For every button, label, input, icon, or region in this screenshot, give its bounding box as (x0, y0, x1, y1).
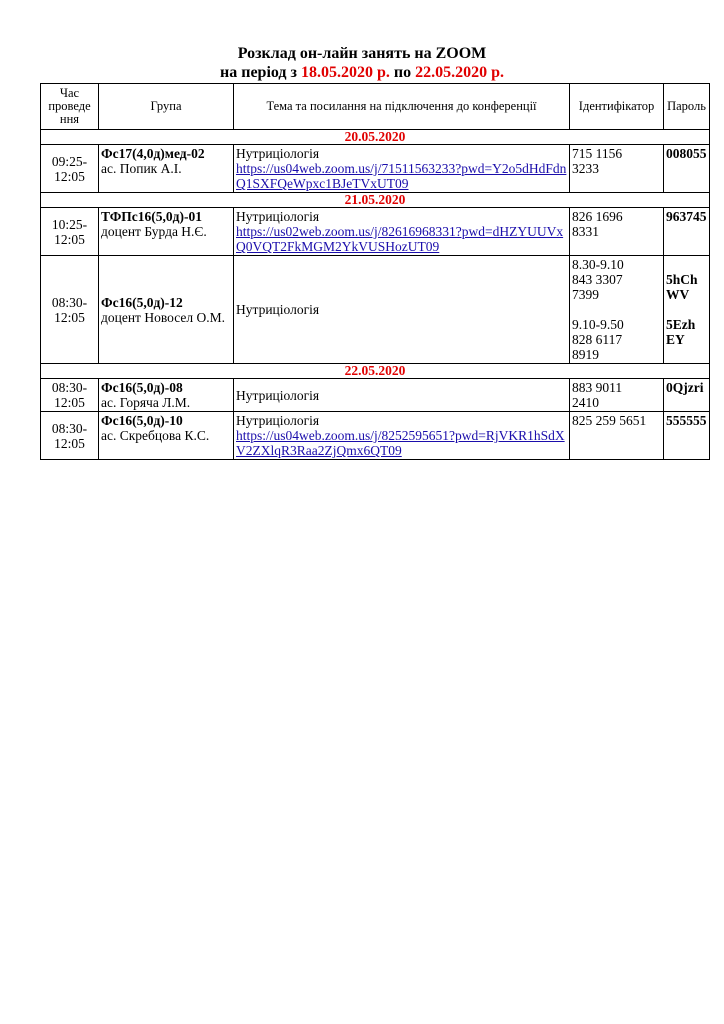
date-row (41, 130, 710, 145)
topic-cell (234, 412, 570, 460)
conf-id-part1: 715 1156 (572, 146, 623, 161)
period-line (0, 64, 724, 82)
teacher-name: ас. Скребцова К.С. (101, 428, 210, 443)
date-row (41, 193, 710, 208)
group-name: ТФПс16(5,0д)-01 (101, 209, 202, 224)
time-slot-1: 8.30-9.10 (572, 257, 624, 272)
time-end: 12:05 (54, 395, 85, 410)
group-name: Фс16(5,0д)-10 (101, 413, 183, 428)
table-row (41, 412, 710, 460)
group-cell (99, 412, 234, 460)
time-start: 08:30- (51, 420, 88, 436)
password-cell (664, 256, 710, 364)
conf-id: 825 259 5651 (572, 413, 647, 428)
conf-id-part2: 2410 (572, 395, 599, 410)
id-cell (570, 412, 664, 460)
group-name: Фс16(5,0д)-12 (101, 294, 183, 310)
id-cell (570, 208, 664, 256)
date-cell: 21.05.2020 (41, 193, 710, 208)
group-cell (99, 145, 234, 193)
date-from: 18.05.2020 р. (300, 64, 390, 81)
table-row (41, 256, 710, 364)
password-cell: 555555 (664, 412, 710, 460)
topic-name: Нутриціологія (236, 146, 320, 161)
slot1-id-part2: 7399 (572, 287, 599, 302)
header-password: Пароль (664, 84, 710, 130)
topic-name: Нутриціологія (236, 413, 320, 428)
table-row (41, 145, 710, 193)
teacher-name: доцент Бурда Н.Є. (101, 224, 207, 239)
conf-id-part2: 3233 (572, 161, 599, 176)
time-cell (41, 145, 99, 193)
topic-name: Нутриціологія (236, 209, 320, 224)
topic-cell (234, 256, 570, 364)
header-row (41, 84, 710, 130)
time-cell (41, 412, 99, 460)
time-start: 08:30- (51, 380, 88, 395)
group-cell (99, 256, 234, 364)
date-row (41, 364, 710, 379)
time-cell (41, 379, 99, 412)
teacher-name: ас. Попик А.І. (101, 161, 182, 176)
period-mid: по (389, 64, 416, 81)
teacher-name: ас. Горяча Л.М. (101, 395, 191, 410)
time-end: 12:05 (54, 435, 85, 451)
time-end: 12:05 (54, 309, 85, 325)
header-topic: Тема та посилання на підключення до конференції (234, 84, 570, 130)
time-end: 12:05 (54, 231, 85, 247)
time-cell (41, 208, 99, 256)
schedule-table (40, 83, 710, 460)
password-cell: 008055 (664, 145, 710, 193)
topic-name: Нутриціологія (236, 302, 320, 317)
topic-cell (234, 145, 570, 193)
time-start: 10:25- (51, 216, 88, 232)
password-cell: 0Qjzri (664, 379, 710, 412)
time-start: 09:25- (51, 153, 88, 169)
table-row (41, 208, 710, 256)
time-slot-2: 9.10-9.50 (572, 317, 624, 332)
id-cell (570, 256, 664, 364)
date-cell: 22.05.2020 (41, 364, 710, 379)
date-cell: 20.05.2020 (41, 130, 710, 145)
header-id: Ідентифікатор (570, 84, 664, 130)
time-start: 08:30- (51, 294, 88, 310)
password-1: 5hChWV (666, 272, 698, 302)
password-cell: 963745 (664, 208, 710, 256)
group-cell (99, 208, 234, 256)
header-group: Група (99, 84, 234, 130)
group-name: Фс17(4,0д)мед-02 (101, 146, 205, 161)
page-title: Розклад он-лайн занять на ZOOM (237, 45, 487, 62)
conf-id-part1: 826 1696 (572, 209, 623, 224)
group-name: Фс16(5,0д)-08 (101, 380, 183, 395)
date-to: 22.05.2020 р. (415, 64, 504, 81)
group-cell (99, 379, 234, 412)
table-row (41, 379, 710, 412)
slot1-id-part1: 843 3307 (572, 272, 623, 287)
topic-cell (234, 208, 570, 256)
time-end: 12:05 (54, 168, 85, 184)
zoom-link[interactable]: https://us04web.zoom.us/j/8252595651?pwd=RjVKR1hSdXV2ZXlqR3Raa2ZjQmx6QT09 (236, 428, 565, 458)
teacher-name: доцент Новосел О.М. (101, 309, 225, 325)
password-2: 5EzhEY (666, 317, 696, 347)
period-prefix: на період з (220, 64, 301, 81)
conf-id-part1: 883 9011 (572, 380, 623, 395)
slot2-id-part1: 828 6117 (572, 332, 623, 347)
header-time: Час проведе ння (41, 84, 99, 130)
zoom-link[interactable]: https://us04web.zoom.us/j/71511563233?pwd=Y2o5dHdFdnQ1SXFQeWpxc1BJeTVxUT09 (236, 161, 567, 191)
id-cell (570, 145, 664, 193)
time-cell (41, 256, 99, 364)
topic-cell (234, 379, 570, 412)
id-cell (570, 379, 664, 412)
conf-id-part2: 8331 (572, 224, 599, 239)
topic-name: Нутриціологія (236, 387, 320, 403)
slot2-id-part2: 8919 (572, 347, 599, 362)
zoom-link[interactable]: https://us02web.zoom.us/j/82616968331?pwd=dHZYUUVxQ0VQT2FkMGM2YkVUSHozUT09 (236, 224, 564, 254)
